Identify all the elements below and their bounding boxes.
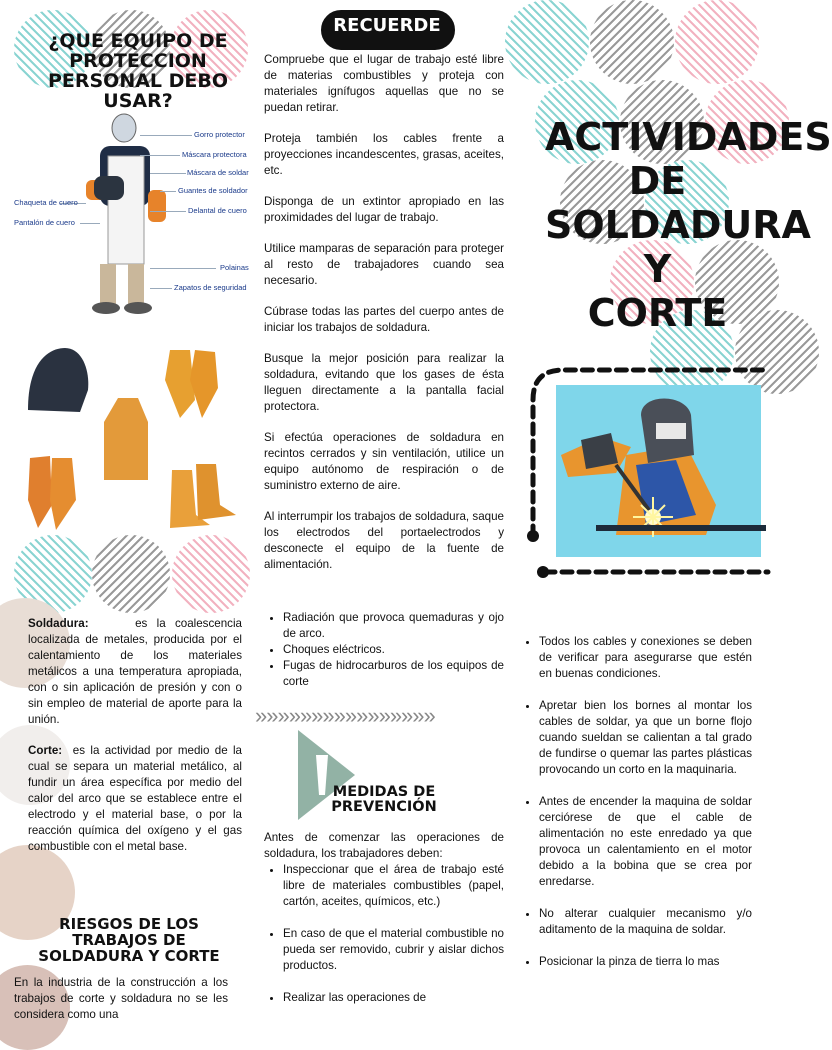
recuerde-paragraph: Al interrumpir los trabajos de soldadura, saque los electrodos del portaelectrodos y desconecte el equipo de la fuente de alimentación. [264, 510, 504, 571]
ppe-label: Máscara protectora [182, 150, 247, 159]
ppe-label: Guantes de soldador [178, 186, 248, 195]
recuerde-paragraph: Cúbrase todas las partes del cuerpo antes de iniciar los trabajos de soldadura. [264, 305, 504, 334]
cover-title-line: CORTE [587, 291, 728, 335]
chevron-divider: »»»»»»»»»»»»»»»» [255, 703, 435, 728]
callout-line [160, 191, 176, 192]
callout-line [150, 288, 172, 289]
welder-illustration [556, 385, 761, 557]
prevention-item: • Inspeccionar que el área de trabajo esté libre de materiales combustibles (papel, cartón, aceites, químicos, etc.) [283, 862, 504, 910]
cover-title [545, 115, 832, 335]
soldadura-term: Soldadura: [28, 617, 89, 630]
callout-line [150, 268, 216, 269]
ppe-label: Chaqueta de cuero [14, 198, 78, 207]
ppe-label: Polainas [220, 263, 249, 272]
corte-definition: es la actividad por medio de la cual se separa un material metálico, al fundir un área específica por medio del calor del arco que se establece entre el electrodo y el material base, o por la reacción química del oxígeno y el gas combustible con el metal base. [28, 744, 243, 853]
right-bullet-item: • No alterar cualquier mecanismo y/o aditamento de la maquina de soldar. [539, 906, 752, 938]
risk-item: • Fugas de hidrocarburos de los equipos de corte [283, 658, 504, 690]
ppe-label: Pantalón de cuero [14, 218, 75, 227]
recuerde-paragraph: Si efectúa operaciones de soldadura en recintos cerrados y sin ventilación, utilice un equipo autónomo de respiración o de suministro externo de aire. [264, 431, 504, 492]
recuerde-body [264, 52, 504, 588]
prevention-item: • Realizar las operaciones de [283, 990, 504, 1006]
recuerde-paragraph: Busque la mejor posición para realizar la soldadura, evitando que los gases de ésta lleguen directamente a la pantalla facial protectora. [264, 352, 504, 413]
riesgos-title: RIESGOS DE LOS TRABAJOS DE SOLDADURA Y CORTE [38, 915, 220, 965]
callout-line [150, 173, 186, 174]
callout-line [140, 155, 180, 156]
definitions [28, 616, 242, 870]
prevention-list [264, 862, 504, 1006]
prevention-title: MEDIDAS DE PREVENCIÓN [331, 784, 437, 816]
ppe-label: Máscara de soldar [187, 168, 249, 177]
recuerde-paragraph: Disponga de un extintor apropiado en las proximidades del lugar de trabajo. [264, 195, 504, 224]
recuerde-paragraph: Utilice mamparas de separación para proteger al resto de trabajadores cuando sea necesario. [264, 242, 504, 287]
callout-line [80, 223, 100, 224]
decor-circle [675, 0, 759, 84]
risk-list [264, 610, 504, 690]
prevention-intro: Antes de comenzar las operaciones de soldadura, los trabajadores deben: [264, 831, 504, 860]
right-bullets [520, 634, 752, 970]
ppe-label: Gorro protector [194, 130, 245, 139]
soldadura-definition: es la coalescencia localizada de metales, producida por el calentamiento de los materiales metálicos a una temperatura apropiada, con o sin aplicación de presión y con o sin empleo de material de aporte para la unión. [28, 617, 242, 726]
recuerde-paragraph: Compruebe que el lugar de trabajo esté libre de materias combustibles y proteja con materiales ignífugos aquellas que no se puedan retirar. [264, 53, 504, 114]
ppe-products-illustration [20, 340, 245, 535]
corte-term: Corte: [28, 744, 63, 757]
decor-circle [590, 0, 674, 84]
right-bullet-item: • Apretar bien los bornes al montar los cables de soldar, ya que un borne flojo cuando sueldan se calientan a tal grado de fundirse o quemar las partes plásticas provocando un corto en la maquinaria. [539, 698, 752, 778]
recuerde-title: RECUERDE [333, 15, 441, 36]
cover-title-line: Y [643, 247, 672, 291]
ppe-label: Zapatos de seguridad [174, 283, 247, 292]
risk-item: • Radiación que provoca quemaduras y ojo de arco. [283, 610, 504, 642]
right-bullet-item: • Posicionar la pinza de tierra lo mas [539, 954, 752, 970]
recuerde-paragraph: Proteja también los cables frente a proyecciones incandescentes, grasas, aceites, etc. [264, 132, 504, 177]
decor-circle [92, 535, 170, 613]
callout-line [140, 135, 192, 136]
cover-title-line: ACTIVIDADES [545, 115, 832, 159]
callout-line [150, 211, 186, 212]
right-bullet-item: • Todos los cables y conexiones se deben de verificar para asegurarse que estén en buenas condiciones. [539, 634, 752, 682]
decor-circle [505, 0, 589, 84]
risk-item: • Choques eléctricos. [283, 642, 504, 658]
prevention-item: • En caso de que el material combustible no pueda ser removido, cubrir y aislar dichos productos. [283, 926, 504, 974]
decor-circle [172, 535, 250, 613]
ppe-label: Delantal de cuero [188, 206, 247, 215]
riesgos-text: En la industria de la construcción a los trabajos de corte y soldadura no se les considera como una [14, 976, 228, 1021]
right-bullet-item: • Antes de encender la maquina de soldar cerciórese de que el cable de alimentación no este enredado ya que provoca un calentamiento en el motor debido a la bobina que se crea por enredarse. [539, 794, 752, 890]
cover-title-line: SOLDADURA [545, 203, 811, 247]
cover-title-line: DE [628, 159, 687, 203]
ppe-title: ¿QUE EQUIPO DE PROTECCION PERSONAL DEBO USAR? [47, 30, 229, 112]
